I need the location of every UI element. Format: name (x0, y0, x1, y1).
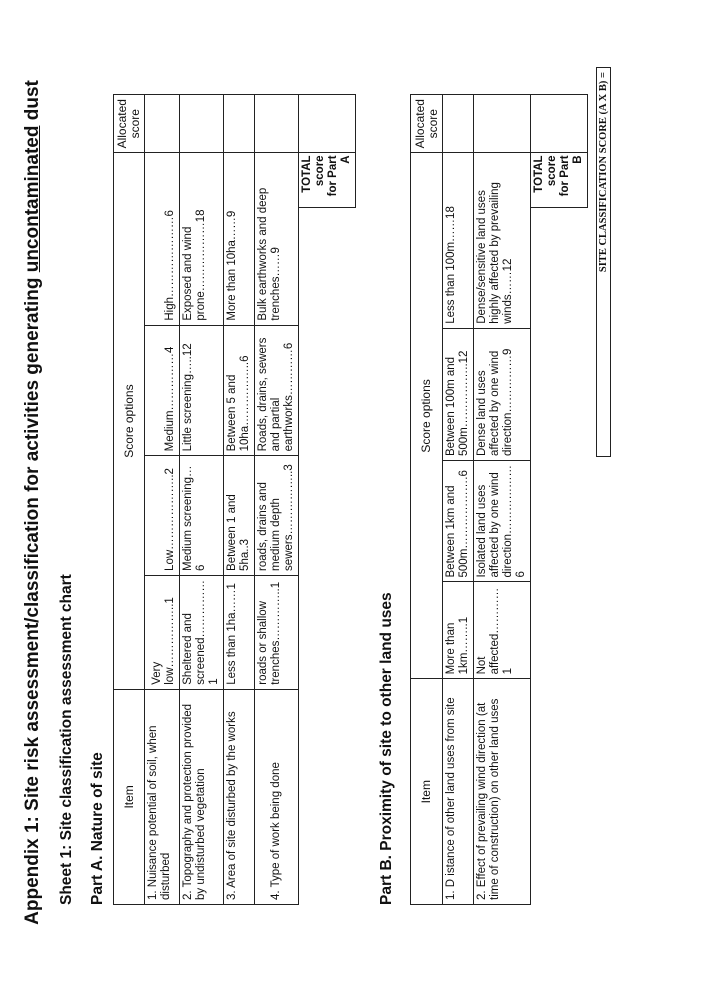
part-a-heading: Part A. Nature of site (89, 752, 106, 905)
part-b-heading: Part B. Proximity of site to other land uses (378, 592, 395, 905)
total-score-cell[interactable] (299, 95, 356, 153)
title-underlined-word: uncontaminated (22, 125, 43, 273)
item-header: Item (114, 689, 145, 904)
score-cell[interactable] (224, 95, 255, 153)
sheet-title: Sheet 1: Site classification assessment chart (58, 574, 75, 905)
score-cell[interactable] (145, 95, 180, 153)
total-label: TOTAL score for Part B (531, 153, 588, 208)
total-score-cell[interactable] (531, 95, 588, 153)
table-row: 3. Area of site disturbed by the works Less than 1ha……1 Between 1 and 5ha..3 Between 5 and 10ha……………..6 More than 10ha……9 (224, 95, 255, 905)
score-cell[interactable] (443, 95, 474, 153)
part-a-table (113, 94, 356, 905)
allocated-score-header: Allocated score (411, 95, 443, 153)
score-cell[interactable] (180, 95, 224, 153)
score-cell[interactable] (474, 95, 531, 153)
table-header-row (411, 95, 443, 905)
table-header-row (114, 95, 145, 905)
table-row: 4. Type of work being done roads or shallow trenches…………..1 roads, drains and medium depth sewers……………..3 Roads, drains, sewers and partial earthworks…………6 Bulk earthworks and deep trenches……9 (255, 95, 299, 905)
total-label: TOTAL score for Part A (299, 153, 356, 207)
score-options-header: Score options (411, 153, 443, 679)
site-classification-label: SITE CLASSIFICATION SCORE (A X B) = (598, 72, 609, 273)
score-cell[interactable] (255, 95, 299, 153)
allocated-score-header: Allocated score (114, 95, 145, 153)
table-row: 2. Topography and protection provided by undisturbed vegetation Sheltered and screened……………1 Medium screening…6 Little screening…..12 Exposed and wind prone………………18 (180, 95, 224, 905)
table-row: 2. Effect of prevailing wind direction (at time of construction) on other land uses Not affected…………1 Isolated land uses affected by one wind direction………………6 Dense land uses affected by one wind direction……………9 Dense/sensitive land uses highly affected by prevailing winds……12 (474, 95, 531, 905)
part-b-table (410, 94, 588, 905)
table-row: 1. D istance of other land uses from site More than 1km……..1 Between 1km and 500m……………….6 Between 100m and 500m……………..12 Less than 100m……18 (443, 95, 474, 905)
table-row: 1. Nuisance potential of soil, when disturbed Very low……………..1 Low………………..2 Medium……………4 High…………………6 (145, 95, 180, 905)
page-title: Appendix 1: Site risk assessment/classification for activities generating uncontaminated dust (22, 80, 43, 925)
total-row (299, 95, 356, 905)
site-classification-score-box[interactable] (596, 67, 611, 457)
item-header: Item (411, 679, 443, 905)
total-row (531, 95, 588, 905)
score-options-header: Score options (114, 153, 145, 689)
